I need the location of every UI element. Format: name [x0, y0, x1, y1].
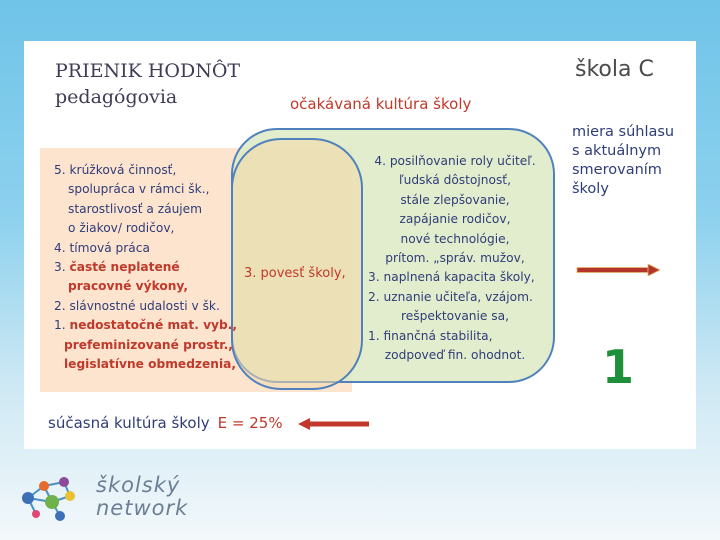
network-logo-icon: [18, 472, 98, 526]
agreement-label-line: školy: [572, 181, 609, 197]
list-item: 2. uznanie učiteľa, vzájom.: [368, 289, 533, 304]
list-item: prítom. „správ. mužov,: [385, 251, 525, 266]
list-item: prefeminizované prostr.,: [64, 337, 233, 352]
list-item: 2. slávnostné udalosti v šk.: [54, 298, 220, 313]
list-item-highlight: časté neplatené: [69, 260, 180, 275]
arrow-left-icon: [298, 418, 370, 430]
expected-culture-label: očakávaná kultúra školy: [290, 95, 472, 113]
list-item: legislatívne obmedzenia,: [64, 357, 236, 372]
list-item: 1. finančná stabilita,: [368, 328, 493, 343]
list-item: stále zlepšovanie,: [400, 192, 510, 207]
list-item: starostlivosť a záujem: [68, 201, 203, 216]
agreement-label: [572, 123, 692, 199]
agreement-label-line: miera súhlasu: [572, 124, 675, 140]
list-item: 4. posilňovanie roly učiteľ.: [374, 154, 536, 168]
list-item: o žiakov/ rodičov,: [68, 221, 175, 236]
list-item-highlight: nedostatočné mat. vyb.,: [69, 318, 237, 333]
list-item: 3. naplnená kapacita školy,: [368, 270, 535, 285]
agreement-label-line: smerovaním: [572, 162, 662, 178]
arrow-right-icon: [576, 264, 660, 276]
agreement-label-line: s aktuálnym: [572, 143, 662, 159]
logo-line-1: školský: [96, 473, 181, 497]
list-item: zapájanie rodičov,: [399, 212, 511, 227]
slide-title: [55, 58, 240, 110]
list-item: pracovné výkony,: [68, 279, 189, 294]
list-item: 5. krúžková činnosť,: [54, 163, 177, 177]
list-item: nové technológie,: [400, 231, 510, 246]
current-values-list: [54, 161, 239, 374]
list-item-number: 3.: [54, 260, 70, 275]
logo-wordmark: [96, 474, 188, 520]
list-item: 4. tímová práca: [54, 240, 150, 255]
list-item: spolupráca v rámci šk.,: [68, 182, 210, 197]
list-item: [54, 258, 239, 277]
title-line-1: PRIENIK HODNÔT: [55, 60, 241, 82]
list-item: rešpektovanie sa,: [401, 309, 509, 324]
school-label: škola C: [575, 57, 654, 82]
agreement-value: 1: [602, 340, 635, 394]
title-line-2: pedagógovia: [55, 86, 178, 108]
logo-line-2: network: [96, 496, 189, 520]
list-item: ľudská dôstojnosť,: [399, 173, 511, 188]
overlap-percentage: E = 25%: [217, 414, 283, 432]
shared-value: 3. povesť školy,: [244, 266, 346, 281]
current-culture-text: súčasná kultúra školy: [48, 414, 210, 432]
current-culture-label: [48, 414, 283, 432]
list-item-number: 1.: [54, 318, 70, 333]
list-item: [54, 316, 239, 335]
overlap-region: [231, 138, 363, 390]
expected-values-list: [360, 152, 550, 365]
list-item: zodpoveď fin. ohodnot.: [384, 348, 526, 363]
